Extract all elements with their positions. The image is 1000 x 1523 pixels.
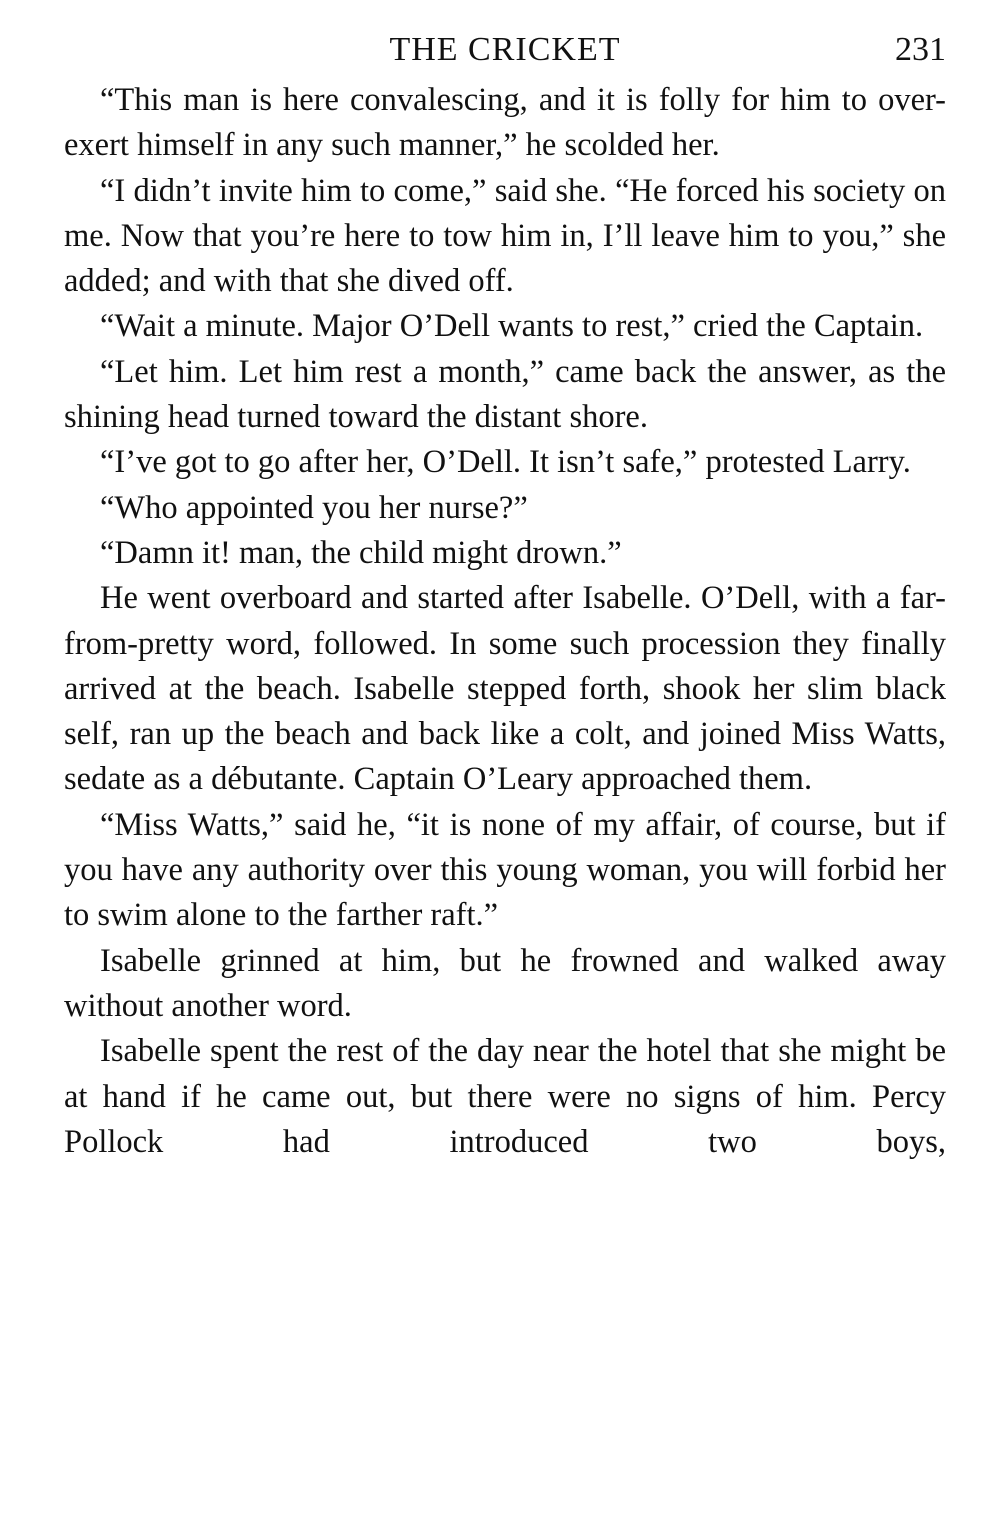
paragraph: “I’ve got to go after her, O’Dell. It isn’t safe,” protested Larry.	[100, 444, 911, 481]
paragraph: “Miss Watts,” said he, “it is none of my affair, of course, but if you have any authority over this young woman, you will forbid her to swim alone to the farther raft.”	[64, 806, 946, 934]
paragraph: “Who appointed you her nurse?”	[100, 489, 528, 526]
book-page	[64, 30, 946, 1165]
paragraph: “This man is here convalescing, and it is folly for him to over-exert himself in any such manner,” he scolded her.	[64, 82, 946, 164]
paragraph: “I didn’t invite him to come,” said she. “He forced his society on me. Now that you’re here to tow him in, I’ll leave him to you,” she added; and with that she dived off.	[64, 172, 946, 300]
paragraph: He went overboard and started after Isabelle. O’Dell, with a far-from-pretty word, followed. In some such procession they finally arrived at the beach. Isabelle stepped forth, shook her slim black self, ran up the beach and back like a colt, and joined Miss Watts, sedate as a débutante. Captain O’Leary approached them.	[64, 580, 946, 798]
running-title: THE CRICKET	[389, 31, 621, 68]
paragraph: “Let him. Let him rest a month,” came back the answer, as the shining head turned toward the distant shore.	[64, 353, 946, 436]
paragraph: “Damn it! man, the child might drown.”	[100, 534, 622, 571]
page-number: 231	[895, 31, 946, 68]
body-text	[64, 78, 946, 1165]
running-head	[64, 30, 946, 78]
paragraph: Isabelle grinned at him, but he frowned and walked away without another word.	[64, 942, 946, 1024]
paragraph: Isabelle spent the rest of the day near the hotel that she might be at hand if he came out, but there were no signs of him. Percy Pollock had introduced two boys,	[64, 1033, 946, 1160]
paragraph: “Wait a minute. Major O’Dell wants to rest,” cried the Captain.	[100, 308, 924, 345]
